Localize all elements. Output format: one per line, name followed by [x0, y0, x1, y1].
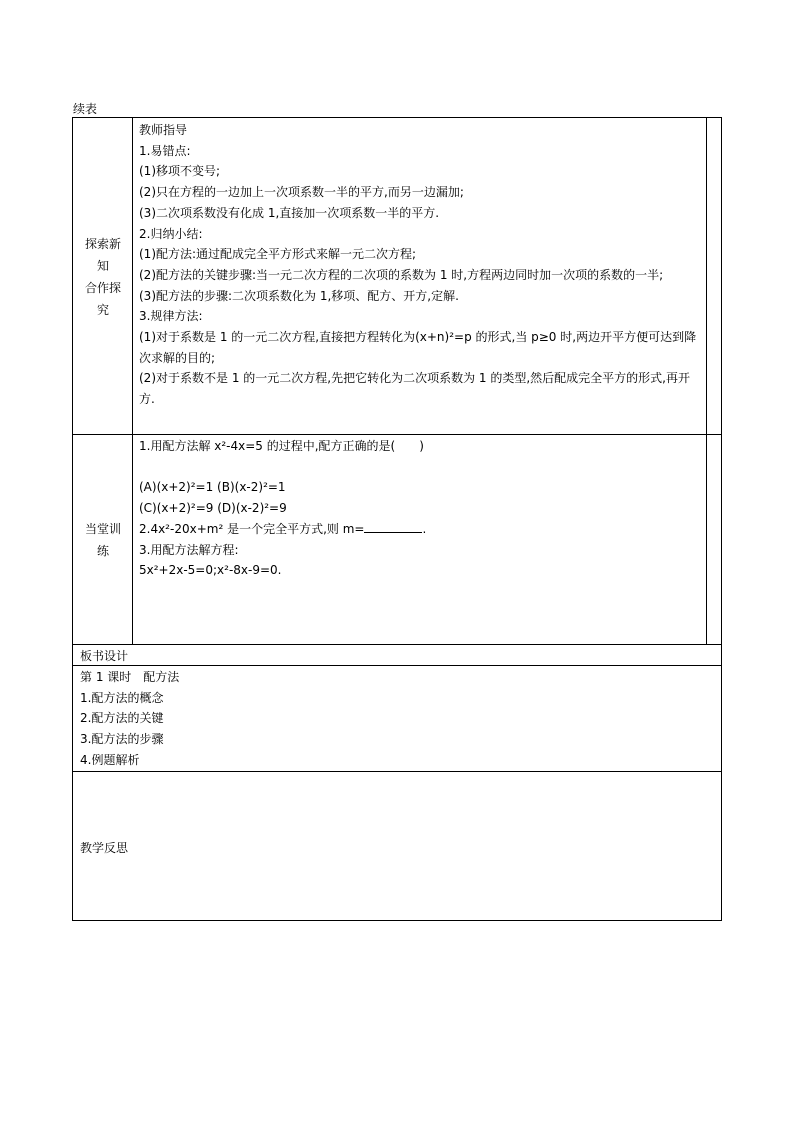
- board-line-4: 3.配方法的步骤: [80, 732, 164, 747]
- method-heading: 3.规律方法:: [139, 309, 203, 324]
- summary-2: (2)配方法的关键步骤:当一元二次方程的二次项的系数为 1 时,方程两边同时加一次项的系数的一半;: [139, 267, 664, 282]
- board-line-3: 2.配方法的关键: [80, 711, 164, 726]
- board-line-5: 4.例题解析: [80, 752, 140, 767]
- question-1: 1.用配方法解 x²-4x=5 的过程中,配方正确的是( ): [139, 439, 424, 453]
- explore-label: 探索新 知 合作探 究: [84, 237, 121, 317]
- training-label: 当堂训 练: [84, 522, 121, 558]
- board-title: 板书设计: [80, 649, 129, 663]
- explore-content: [139, 120, 705, 410]
- training-content: [139, 436, 705, 581]
- options-ab: (A)(x+2)²=1 (B)(x-2)²=1: [139, 480, 286, 495]
- error-point-3: (3)二次项系数没有化成 1,直接加一次项系数一半的平方.: [139, 205, 440, 220]
- board-line-1: 第 1 课时 配方法: [80, 670, 180, 684]
- answer-blank: [364, 520, 422, 533]
- error-point-2: (2)只在方程的一边加上一次项系数一半的平方,而另一边漏加;: [139, 185, 464, 200]
- method-2: (2)对于系数不是 1 的一元二次方程,先把它转化为二次项系数为 1 的类型,然后配成完全平方的形式,再开方.: [139, 371, 690, 407]
- question-3-equations: 5x²+2x-5=0;x²-8x-9=0.: [139, 563, 282, 578]
- table-caption: 续表: [73, 102, 98, 116]
- question-3: 3.用配方法解方程:: [139, 542, 239, 557]
- board-content: [80, 667, 710, 771]
- spacer: [139, 457, 705, 478]
- method-1: (1)对于系数是 1 的一元二次方程,直接把方程转化为(x+n)²=p 的形式,当 p≥0 时,两边开平方便可达到降次求解的目的;: [139, 330, 697, 365]
- options-cd: (C)(x+2)²=9 (D)(x-2)²=9: [139, 501, 287, 516]
- question-2: 2.4x²-20x+m² 是一个完全平方式,则 m= .: [139, 521, 427, 536]
- teacher-guide-heading: 教师指导: [139, 123, 188, 137]
- error-points-heading: 1.易错点:: [139, 143, 191, 158]
- summary-3: (3)配方法的步骤:二次项系数化为 1,移项、配方、开方,定解.: [139, 288, 459, 303]
- reflection-title: 教学反思: [80, 841, 129, 855]
- error-point-1: (1)移项不变号;: [139, 164, 221, 179]
- summary-1: (1)配方法:通过配成完全平方形式来解一元二次方程;: [139, 247, 417, 262]
- summary-heading: 2.归纳小结:: [139, 226, 203, 241]
- board-line-2: 1.配方法的概念: [80, 690, 164, 705]
